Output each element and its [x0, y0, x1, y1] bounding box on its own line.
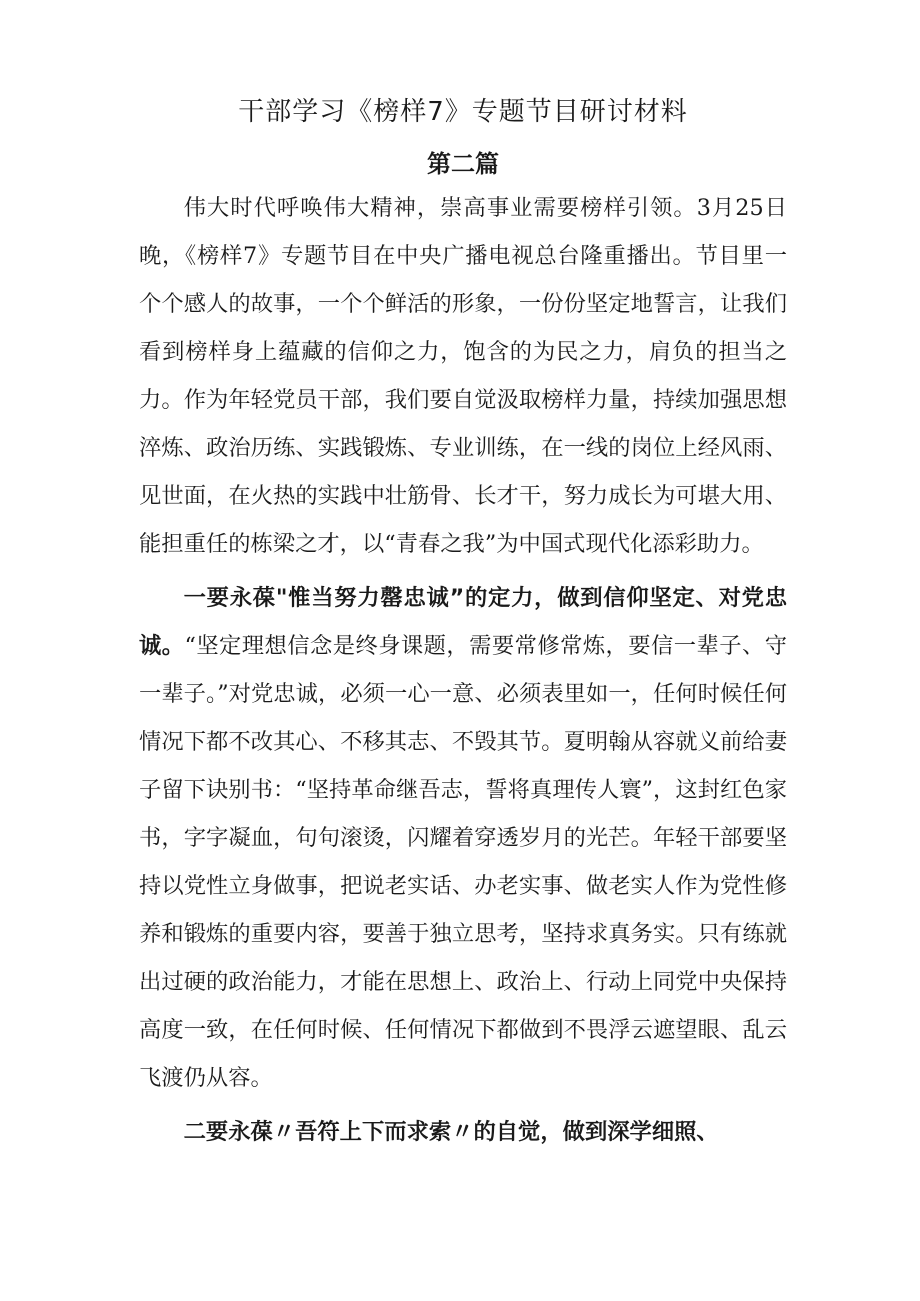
paragraph-text: 伟大时代呼唤伟大精神，崇高事业需要榜样引领。3月25日晚，《榜样7》专题节目在中央广播电视总台隆重播出。节目里一个个感人的故事，一个个鲜活的形象，一份份坚定地誓言，让我们看到榜样身上蕴藏的信仰之力，饱含的为民之力，肩负的担当之力。作为年轻党员干部，我们要自觉汲取榜样力量，持续加强思想淬炼、政治历练、实践锻炼、专业训练，在一线的岗位上经风雨、见世面，在火热的实践中壮筋骨、长才干，努力成长为可堪大用、能担重任的栋梁之才，以“青春之我”为中国式现代化添彩助力。: [139, 195, 787, 557]
document-subtitle: 第二篇: [427, 150, 499, 178]
paragraph-point-two: [139, 1108, 787, 1156]
paragraph-point-one: [139, 574, 787, 1102]
paragraph-lead: 一要永葆"惟当努力罄忠诚”的定力，做到信仰坚定、对党忠诚。: [139, 585, 787, 659]
paragraph-lead: 二要永葆〃吾符上下而求索〃的自觉，做到深学细照、: [183, 1119, 719, 1145]
paragraph-text: “坚定理想信念是终身课题，需要常修常炼，要信一辈子、守一辈子。”对党忠诚，必须一心一意、必须表里如一，任何时候任何情况下都不改其心、不移其志、不毁其节。夏明翰从容就义前给妻子留下诀别书：“坚持革命继吾志，誓将真理传人寰”，这封红色家书，字字凝血，句句滚烫，闪耀着穿透岁月的光芒。年轻干部要坚持以党性立身做事，把说老实话、办老实事、做老实人作为党性修养和锻炼的重要内容，要善于独立思考，坚持求真务实。只有练就出过硬的政治能力，才能在思想上、政治上、行动上同党中央保持高度一致，在任何时候、任何情况下都做到不畏浮云遮望眼、乱云飞渡仍从容。: [139, 633, 787, 1091]
paragraph-intro: [139, 184, 787, 568]
document-page: [139, 92, 787, 1162]
document-title: 干部学习《榜样7》专题节目研讨材料: [238, 97, 688, 127]
